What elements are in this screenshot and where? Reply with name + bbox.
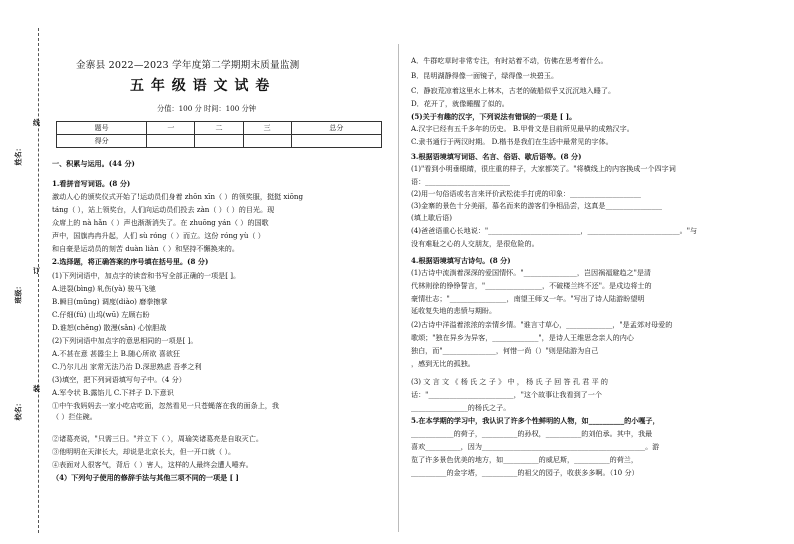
right-line-27: 5.在本学期的学习中，我认识了许多个性鲜明的人物，如__________的小嘎子，	[411, 416, 660, 425]
left-line-10: B.瞬目(mǔng) 调度(diào) 磨拳擦掌	[52, 297, 168, 306]
left-line-19: （ ）拦住碗。	[52, 412, 97, 421]
left-line-21: ③他明明在天津长大，却说是北京长大，但一开口就（ ）。	[52, 447, 236, 456]
right-line-8: (1)"看到小明垂眼睛，很庄重的样子，大家都笑了。"将横线上的内容换成一个四字词	[411, 164, 676, 173]
side-class-label: 班级：	[13, 282, 23, 304]
left-line-9: A.迸裂(bìng) 轧伤(yà) 骏马飞驰	[52, 284, 156, 293]
left-line-7: 2.选择题，将正确答案的序号填在括号里。(8 分)	[52, 257, 209, 266]
score-cell[interactable]	[243, 135, 291, 148]
right-line-2: C．静寂荒凉着这里水上林木，古老的破船似乎又沉沉地入睡了。	[411, 86, 616, 95]
left-line-5: 声中，国旗冉冉升起，人们 sù róng（ ）而立。这份 róng yù（ ）	[52, 231, 265, 240]
left-line-17: A.军令状 B.露馅儿 C.下袢子 D.下意识	[52, 388, 174, 397]
score-header-cell: 一	[147, 122, 195, 135]
score-row-label: 得分	[57, 135, 147, 148]
right-line-23: ，感到无比的孤独。	[411, 359, 475, 368]
left-line-1: 1.看拼音写词语。(8 分)	[52, 179, 131, 188]
left-line-6: 和自豪是运动员的刻苦 duàn liàn（ ）和坚持不懈换来的。	[52, 244, 239, 253]
left-line-20: ②诸葛亮说，"只需三日。"并立下（ ），周瑜笑诸葛亮是自取灭亡。	[52, 434, 263, 443]
score-cell[interactable]	[291, 135, 381, 148]
right-line-18: 豪情壮志；"________________，南望王师又一年。"写出了诗人陆游盼望明	[411, 294, 645, 303]
right-line-19: 延收复失地的悲愤与期盼。	[411, 306, 497, 315]
right-line-20: (2)古诗中洋溢着浓浓的亲情乡情。"谁言寸草心，_____________，"是孟郊对母爱的	[411, 320, 673, 329]
exam-region-title: 金寨县 2022—2023 学年度第二学期期末质量监测	[76, 60, 300, 71]
left-line-12: D.谁恕(chěng) 散漫(sǎn) 心惊胆战	[52, 323, 167, 332]
left-line-13: (2)下列词语中加点字的意思相同的一项是[ ]。	[52, 336, 198, 345]
side-order-char: 订	[33, 266, 40, 275]
right-line-9: 语：________________________	[411, 177, 511, 186]
left-line-2: 激动人心的颁奖仪式开始了!运动员们身着 zhōn xīn（ ）的领奖服，挺挺 xiōng	[52, 192, 304, 201]
right-line-4: (5)关于有趣的汉字，下列说法有错误的一项是 [ ]。	[411, 112, 577, 121]
right-line-26: ________________的杨氏之子。	[411, 403, 511, 412]
right-line-25: 话："________________________，"这个故事让我看到了一个	[411, 390, 602, 399]
left-line-11: C.仔细(fú) 山坞(wū) 左顾右盼	[52, 310, 150, 319]
side-bind-char: 装	[33, 384, 40, 393]
side-school-label: 校名：	[13, 399, 23, 421]
right-line-15: 4.根据语境填写古诗句。(8 分)	[411, 256, 511, 265]
score-header-cell: 总分	[291, 122, 381, 135]
left-line-15: C.乃尔儿出 家常无法乃治 D.深思熟虑 吾孝之利	[52, 362, 202, 371]
left-line-23: （4）下列句子使用的修辞手法与其他三项不同的一项是 [ ]	[52, 473, 239, 482]
left-line-3: táng（ ），站上领奖台，人们向运动员们投去 zàn（ ）（ ）的目光。现	[52, 205, 275, 214]
right-line-3: D．花开了，就像睡醒了似的。	[411, 99, 509, 108]
right-line-14: 没有难耻之心的人交朋友，是很危险的。	[411, 239, 539, 248]
score-cell[interactable]	[147, 135, 195, 148]
right-line-1: B．昆明湖静得像一面镜子，绿得像一块碧玉。	[411, 71, 559, 80]
right-line-16: (1)古诗中流淌着深深的爱国情怀。"_______________，岂因祸福避趋之"是清	[411, 268, 652, 277]
left-line-8: (1)下列词语中，加点字的读音和书写全部正确的一项是[ ]。	[52, 271, 241, 280]
score-header-cell: 二	[195, 122, 243, 135]
right-line-13: (4)爸爸语重心长地说："__________________________，__________________________。"与	[411, 226, 698, 235]
left-line-14: A.不甚在意 甚嚣尘上 B.随心所欲 喜欲狂	[52, 349, 181, 358]
left-line-4: 众席上的 nà hǎn（ ）声也渐渐消失了。在 zhuōng yán（ ）的国歌	[52, 218, 269, 227]
exam-info: 分值：100 分 时间：100 分钟	[157, 104, 256, 113]
right-line-30: 览了许多景色优美的地方，如__________的威尼斯，__________的荷兰，	[411, 455, 638, 464]
right-line-5: A.汉字已经有五千多年的历史。 B.甲骨文是目前所见最早的成熟汉字。	[411, 124, 634, 133]
left-line-18: ①中午我妈妈去一家小吃店吃面，忽然看见一只苍蝇落在我的面条上，我	[52, 401, 279, 410]
exam-title: 五 年 级 语 文 试 卷	[130, 78, 271, 94]
score-table	[56, 121, 382, 148]
side-line-char: 线	[33, 118, 40, 127]
right-line-24: (3) 文 言 文 《 杨 氏 之 子 》 中 ， 杨 氏 子 回 答 孔 君 平 的	[411, 377, 609, 386]
right-line-31: __________的金字塔，__________的祖父的园子，收获多多啊。（10 分）	[411, 468, 639, 477]
right-line-21: 歌颂；"独在异乡为异客，_____________"，是诗人王维思念亲人的内心	[411, 333, 634, 342]
right-line-28: ____________的荷子，__________的孙权，__________的刘伯承。其中，我最	[411, 429, 653, 438]
score-header-cell: 三	[243, 122, 291, 135]
right-line-17: 代林则徐的铮铮誓言，"________________，不破楼兰终不还"。是戍边将士的	[411, 281, 652, 290]
right-line-22: 独白，而"_______________，何惜一尚（）"则是陆游为自己	[411, 346, 599, 355]
right-line-6: C.隶书通行于两汉时期。 D.楷书是我们在生活中最常见的字体。	[411, 137, 613, 146]
right-line-7: 3.根据语境填写词语、名言、俗语、歇后语等。(8 分)	[411, 152, 582, 161]
right-line-11: (3)金寨的景色十分美丽，慕名而来的游客们争相品尝，这真是________________	[411, 201, 663, 210]
left-line-16: (3)填空，把下列词语填写句子中。（4 分）	[52, 375, 186, 384]
binding-line	[38, 28, 39, 533]
left-line-22: ④表面对人很客气，背后（ ）害人，这样的人最终会遭人唾弃。	[52, 460, 253, 469]
right-line-10: (2)用一句俗语或名言来评价武松徒手打虎的印象：____________________	[411, 189, 641, 198]
left-line-0: 一、积累与运用。(44 分)	[52, 159, 135, 168]
score-cell[interactable]	[195, 135, 243, 148]
right-line-0: A．牛群吃草时非常专注，有时站着不动，仿佛在思考着什么。	[411, 56, 608, 65]
column-divider	[398, 44, 399, 532]
score-header-cell: 题号	[57, 122, 147, 135]
right-line-29: 喜欢__________，因为______________________________________________。游	[411, 442, 660, 451]
right-line-12: (填上歇后语)	[411, 213, 453, 222]
side-name-label: 姓名：	[13, 144, 23, 166]
